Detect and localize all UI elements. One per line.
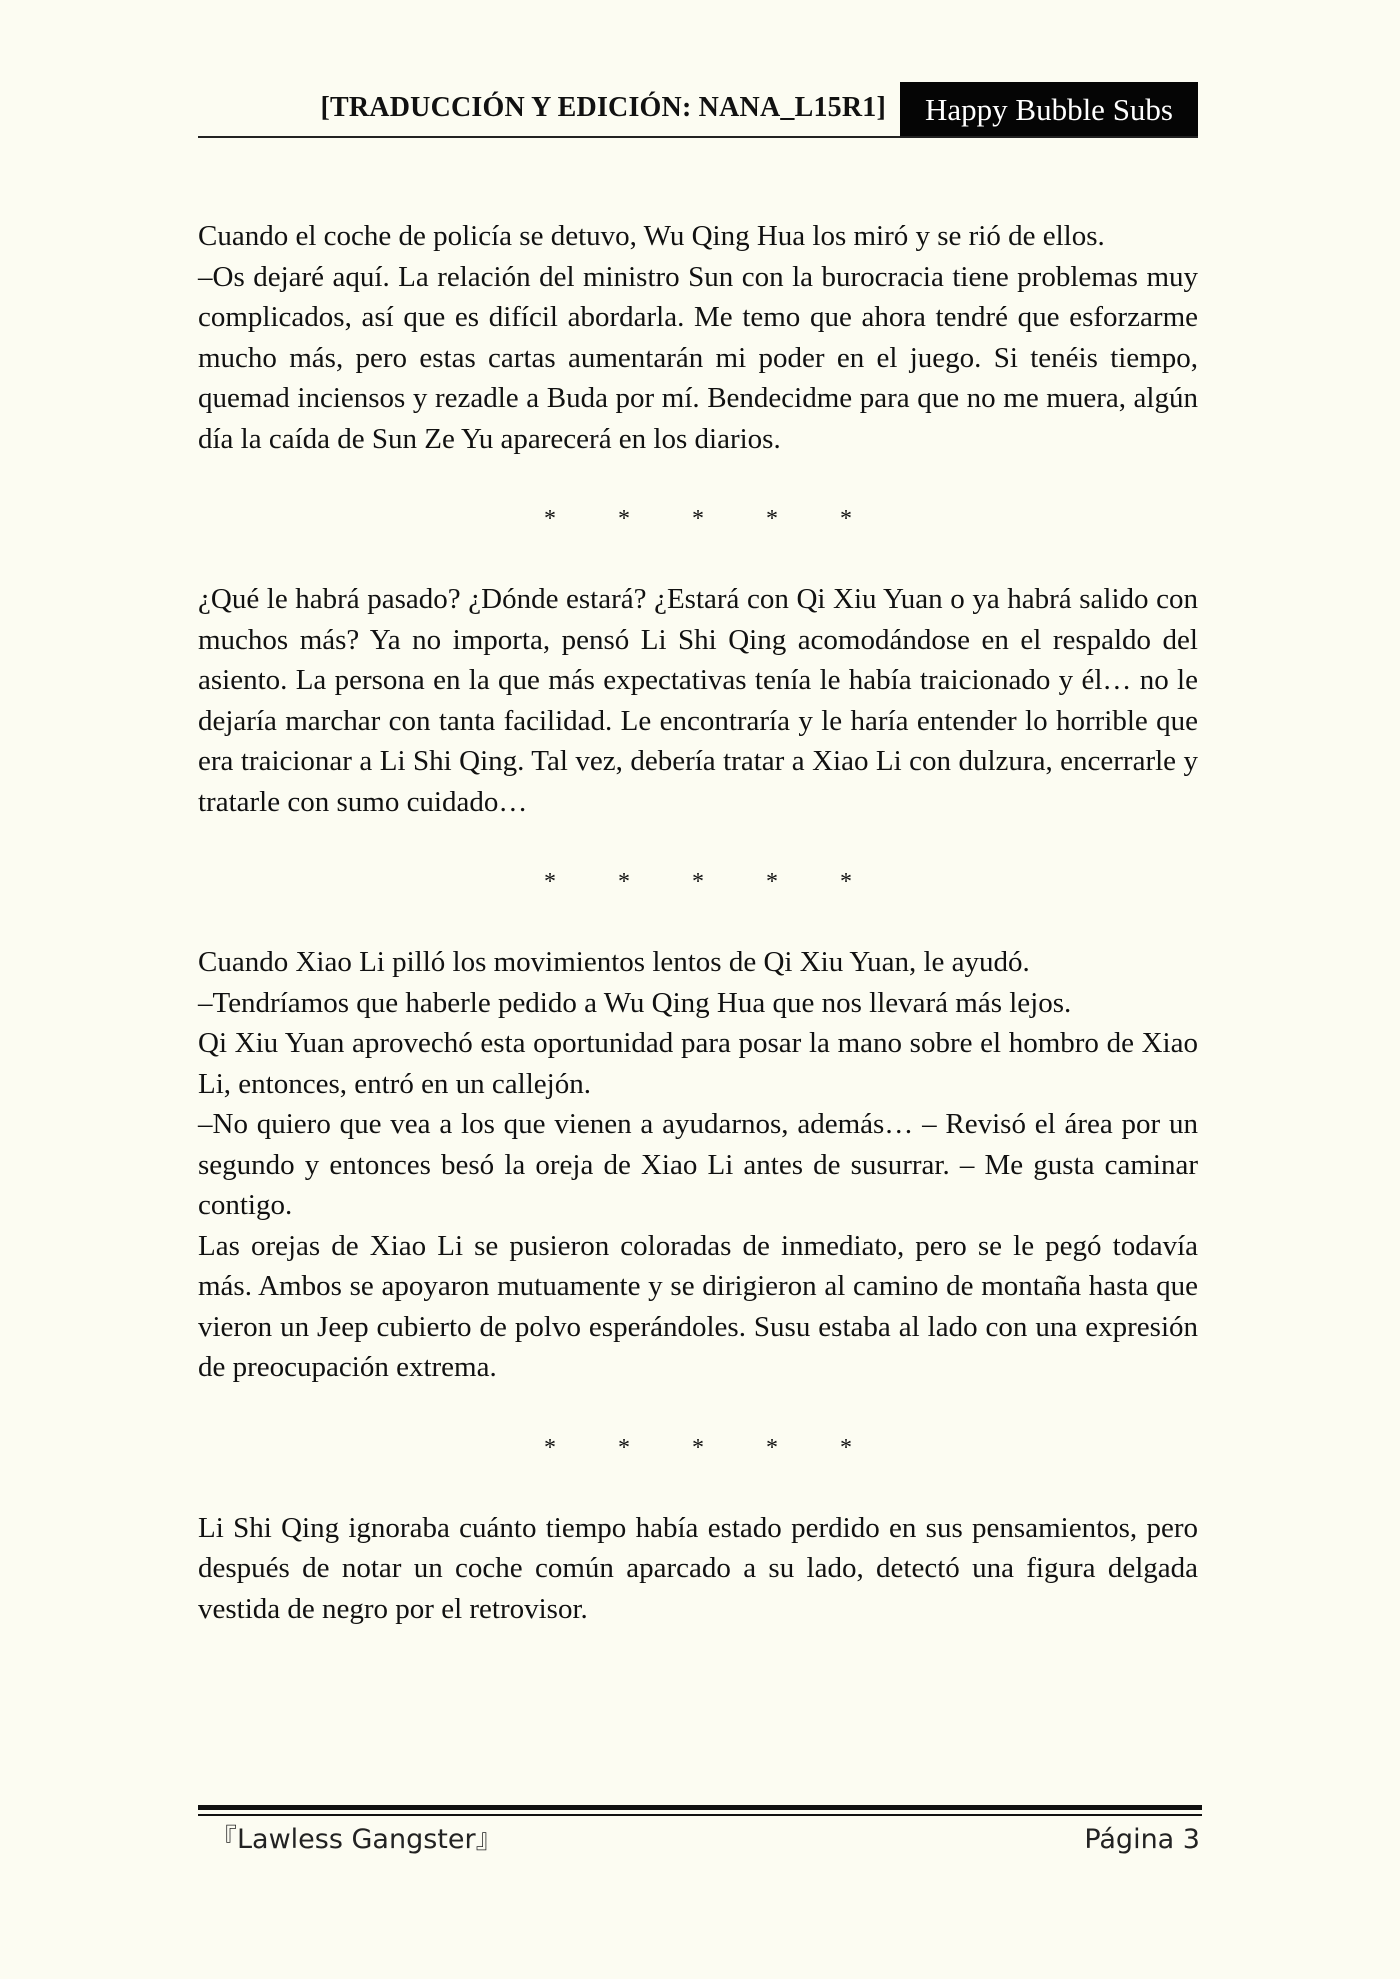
page-header xyxy=(198,82,1198,138)
translation-credit: [TRADUCCIÓN Y EDICIÓN: NANA_L15R1] xyxy=(320,92,886,123)
separator-asterisk: * xyxy=(692,506,704,532)
paragraph: –Tendríamos que haberle pedido a Wu Qing Hua que nos llevará más lejos. xyxy=(198,986,1072,1019)
paragraph: Li Shi Qing ignoraba cuánto tiempo había estado perdido en sus pensamientos, pero después de notar un coche común aparcado a su lado, detectó una figura delgada vestida de negro por el retrovisor. xyxy=(198,1511,1198,1625)
paragraph: Qi Xiu Yuan aprovechó esta oportunidad para posar la mano sobre el hombro de Xiao Li, entonces, entró en un callejón. xyxy=(198,1027,1198,1100)
section-2 xyxy=(198,579,1198,822)
scene-separator xyxy=(198,1428,1198,1468)
paragraph: Las orejas de Xiao Li se pusieron coloradas de inmediato, pero se le pegó todavía más. Ambos se apoyaron mutuamente y se dirigieron al camino de montaña hasta que vieron un Jeep cubierto de polvo esperándoles. Susu estaba al lado con una expresión de preocupación extrema. xyxy=(198,1229,1198,1383)
section-3 xyxy=(198,942,1198,1388)
brand-label: Happy Bubble Subs xyxy=(900,82,1198,138)
separator-asterisk: * xyxy=(766,1434,778,1461)
footer-rule-thick xyxy=(198,1805,1202,1810)
separator-asterisk: * xyxy=(840,1434,852,1461)
separator-asterisk: * xyxy=(544,869,556,895)
paragraph: –Os dejaré aquí. La relación del ministro Sun con la burocracia tiene problemas muy complicados, así que es difícil abordarla. Me temo que ahora tendré que esforzarme mucho más, pero estas cartas aumentarán mi poder en el juego. Si tenéis tiempo, quemad inciensos y rezadle a Buda por mí. Bendecidme para que no me muera, algún día la caída de Sun Ze Yu aparecerá en los diarios. xyxy=(198,260,1198,455)
paragraph: Cuando el coche de policía se detuvo, Wu Qing Hua los miró y se rió de ellos. xyxy=(198,220,1105,252)
section-1 xyxy=(198,216,1198,459)
section-4 xyxy=(198,1508,1198,1630)
separator-asterisk: * xyxy=(840,506,852,532)
separator-asterisk: * xyxy=(766,506,778,532)
separator-asterisk: * xyxy=(766,869,778,895)
separator-asterisk: * xyxy=(618,506,630,532)
separator-asterisk: * xyxy=(618,869,630,895)
separator-asterisk: * xyxy=(692,1434,704,1461)
separator-asterisk: * xyxy=(544,1434,556,1461)
separator-asterisk: * xyxy=(840,869,852,895)
paragraph: Cuando Xiao Li pilló los movimientos lentos de Qi Xiu Yuan, le ayudó. xyxy=(198,946,1030,978)
scene-separator xyxy=(198,862,1198,902)
paragraph: ¿Qué le habrá pasado? ¿Dónde estará? ¿Estará con Qi Xiu Yuan o ya habrá salido con muchos más? Ya no importa, pensó Li Shi Qing acomodándose en el respaldo del asiento. La persona en la que más expectativas tenía le había traicionado y él… no le dejaría marchar con tanta facilidad. Le encontraría y le haría entender lo horrible que era traicionar a Li Shi Qing. Tal vez, debería tratar a Xiao Li con dulzura, encerrarle y tratarle con sumo cuidado… xyxy=(198,583,1198,818)
separator-asterisk: * xyxy=(618,1434,630,1461)
separator-asterisk: * xyxy=(692,869,704,895)
separator-asterisk: * xyxy=(544,506,556,532)
footer-book-title: 『Lawless Gangster』 xyxy=(210,1824,503,1855)
scene-separator xyxy=(198,499,1198,539)
header-rule xyxy=(198,136,1198,138)
paragraph: –No quiero que vea a los que vienen a ayudarnos, además… – Revisó el área por un segundo y entonces besó la oreja de Xiao Li antes de susurrar. – Me gusta caminar contigo. xyxy=(198,1108,1198,1221)
footer-page-number: Página 3 xyxy=(1084,1824,1200,1855)
page-body xyxy=(198,216,1198,1629)
footer-rule-thin xyxy=(198,1814,1202,1816)
